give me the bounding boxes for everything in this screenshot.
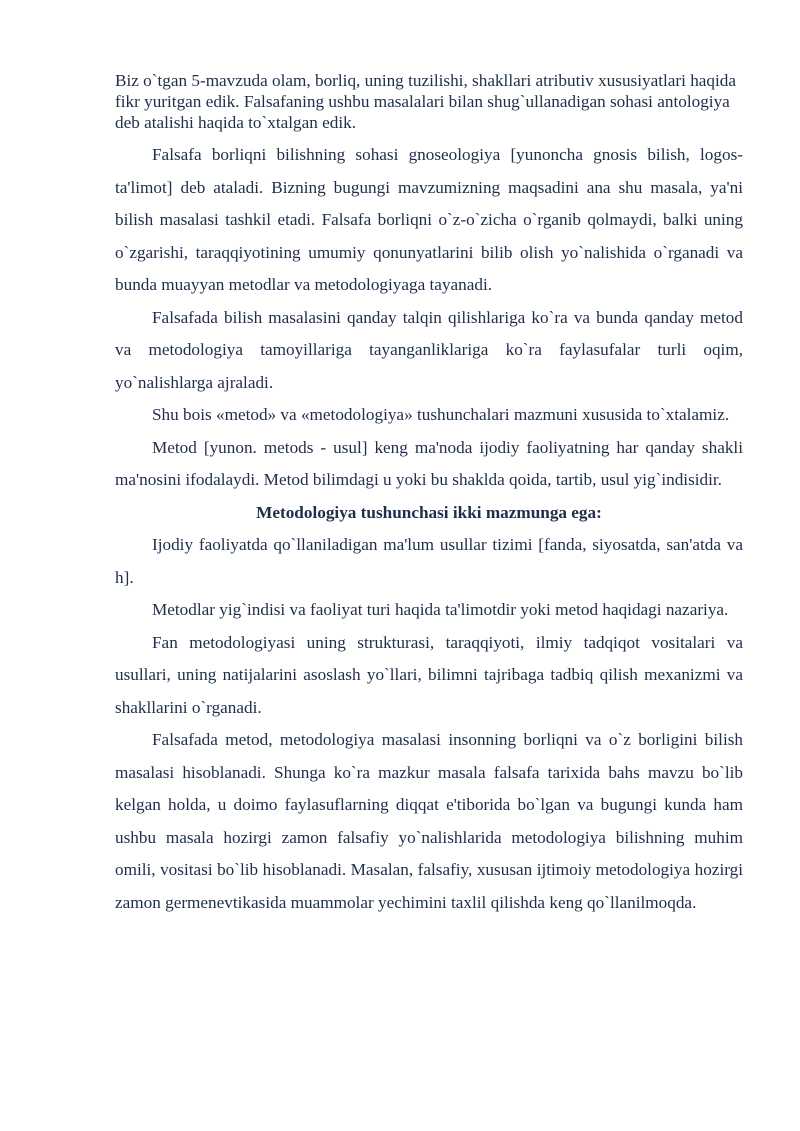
intro-paragraph: Biz o`tgan 5-mavzuda olam, borliq, uning tuzilishi, shakllari atributiv xususiyatlari haqida fikr yuritgan edik. Falsafaning ushbu masalalari bilan shug`ullanadigan sohasi antologiya deb atalishi haqida to`xtalgan edik. bbox=[115, 71, 737, 132]
paragraph-metod-metodologiya: Shu bois «metod» va «metodologiya» tushunchalari mazmuni xususida to`xtalamiz. bbox=[152, 405, 730, 424]
paragraph-falsafada-metod: Falsafada metod, metodologiya masalasi insonning borliqni va o`z borligini bilish masalasi hisoblanadi. Shunga ko`ra mazkur masala falsafa tarixida bahs mavzu bo`lib kelgan holda, u doimo faylasuflarning diqqat e'tiborida bo`lgan va bugungi kunda ham ushbu masala hozirgi zamon falsafiy yo`nalishlarida metodologiya bilishning muhim omili, vositasi bo`lib hisoblanadi. Masalan, falsafiy, xususan ijtimoiy metodologiya hozirgi zamon germenevtikasida muammolar yechimini taxlil qilishda keng qo`llanilmoqda. bbox=[115, 730, 743, 912]
paragraph-bilish-oqimlari: Falsafada bilish masalasini qanday talqin qilishlariga ko`ra va bunda qanday metod va metodologiya tamoyillariga tayanganliklariga ko`ra faylasufalar turli oqim, yo`nalishlarga ajraladi. bbox=[115, 307, 743, 392]
paragraph-fan-metodologiyasi: Fan metodologiyasi uning strukturasi, taraqqiyoti, ilmiy tadqiqot vositalari va usullari, uning natijalarini asoslash yo`llari, bilimni tajribaga tadbiq qilish mexanizmi va shakllarini o`rganadi. bbox=[115, 632, 743, 717]
document-page bbox=[115, 70, 743, 919]
paragraph-meaning-1: Ijodiy faoliyatda qo`llaniladigan ma'lum usullar tizimi [fanda, siyosatda, san'atda va h]. bbox=[115, 535, 743, 587]
section-heading: Metodologiya tushunchasi ikki mazmunga ega: bbox=[256, 502, 602, 522]
paragraph-metod-definition: Metod [yunon. metods - usul] keng ma'noda ijodiy faoliyatning har qanday shakli ma'nosini ifodalaydi. Metod bilimdagi u yoki bu shaklda qoida, tartib, usul yig`indisidir. bbox=[115, 437, 743, 489]
paragraph-meaning-2: Metodlar yig`indisi va faoliyat turi haqida ta'limotdir yoki metod haqidagi nazariya. bbox=[152, 600, 729, 619]
paragraph-gnoseologiya: Falsafa borliqni bilishning sohasi gnoseologiya [yunoncha gnosis bilish, logos-ta'limot] deb ataladi. Bizning bugungi mavzumizning maqsadini ana shu masala, ya'ni bilish masalasi tashkil etadi. Falsafa borliqni o`z-o`zicha o`rganib qolmaydi, balki uning o`zgarishi, taraqqiyotining umumiy qonunyatlarini bilib olish yo`nalishida o`rganadi va bunda muayyan metodlar va metodologiyaga tayanadi. bbox=[115, 145, 743, 294]
